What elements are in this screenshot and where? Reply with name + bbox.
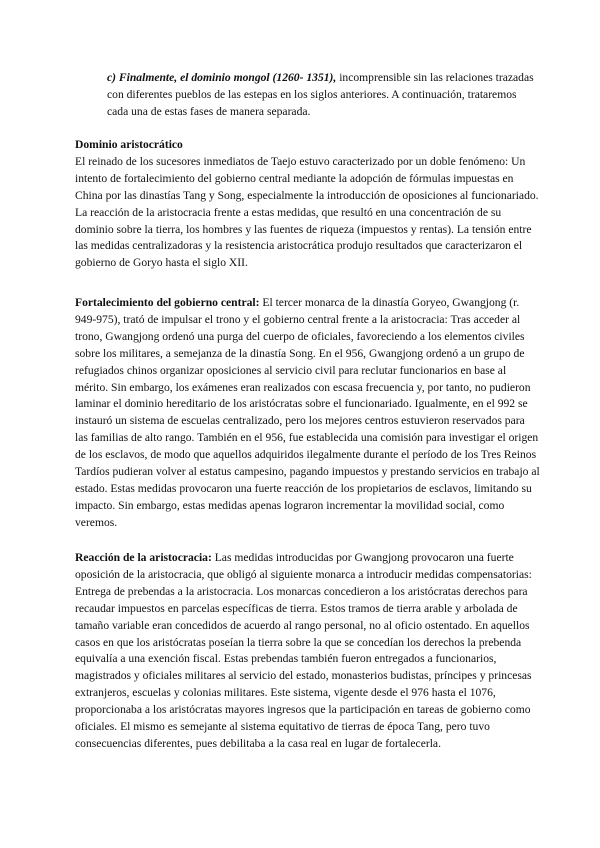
- intro-paragraph: [107, 70, 539, 121]
- section-body: Las medidas introducidas por Gwangjong provocaron una fuerte oposición de la aristocracia, que obligó al siguiente monarca a introducir medidas compensatorias: Entrega de prebendas a la aristocracia. Los monarcas concedieron a los aristócratas derechos para recaudar impuestos en parcelas específicas de tierra. Estos tramos de tierra arable y arbolada de tamaño variable eran concedidos de acuerdo al rango personal, no al oficio ostentado. En aquellos casos en que los aristócratas poseían la tierra sobre la que se concedían los derechos la prebenda equivalía a una exención fiscal. Estas prebendas también fueron entregados a funcionarios, magistrados y oficiales militares al servicio del estado, monasterios budistas, príncipes y princesas extranjeros, escuelas y colonias militares. Este sistema, vigente desde el 976 hasta el 1076, proporcionaba a los aristócratas mayores ingresos que la participación en tareas de gobierno como oficiales. El mismo es semejante al sistema equitativo de tierras de época Tang, pero tuvo consecuencias diferentes, pues debilitaba a la casa real en lugar de fortalecerla.: [75, 551, 532, 750]
- section-body: El tercer monarca de la dinastía Goryeo, Gwangjong (r. 949-975), trató de impulsar el trono y el gobierno central frente a la aristocracia: Tras acceder al trono, Gwangjong ordenó una purga del cuerpo de oficiales, favoreciendo a los elementos civiles sobre los militares, a semejanza de la dinastía Song. En el 956, Gwangjong ordenó a un grupo de refugiados chinos organizar oposiciones al servicio civil para reclutar funcionarios en base al mérito. Sin embargo, los exámenes eran realizados con escasa frecuencia y, por tanto, no pudieron laminar el dominio hereditario de los aristócratas sobre el funcionariado. Igualmente, en el 992 se instauró un sistema de escuelas centralizado, pero los mejores centros estuvieron reservados para las familias de alto rango. También en el 956, fue establecida una comisión para investigar el origen de los esclavos, de modo que aquellos adquiridos ilegalmente durante el período de los Tres Reinos Tardíos pudieran volver al estatus campesino, pagando impuestos y prestando servicios en trabajo al estado. Estas medidas provocaron una fuerte reacción de los propietarios de esclavos, limitando su impacto. Sin embargo, estas medidas apenas lograron incrementar la movilidad social, como veremos.: [75, 296, 540, 529]
- section-heading: Fortalecimiento del gobierno central:: [75, 296, 260, 309]
- intro-text: [107, 70, 539, 121]
- section-paragraph: La reacción de la aristocracia frente a estas medidas, que resultó en una concentración de su dominio sobre la tierra, los hombres y las fuentes de riqueza (impuestos y rentas). La tensión entre las medidas centralizadoras y la resistencia aristocrática produjo resultados que caracterizaron el gobierno de Goryo hasta el siglo XII.: [75, 205, 532, 270]
- section-aristocratic-domain: [75, 137, 540, 272]
- section-paragraph: [75, 295, 540, 532]
- section-heading: Reacción de la aristocracia:: [75, 551, 212, 564]
- intro-lead: c) Finalmente, el dominio mongol (1260- 1351),: [107, 71, 337, 84]
- section-paragraph: [75, 550, 540, 753]
- section-aristocracy-reaction: [75, 550, 540, 753]
- intro-body: incomprensible sin las relaciones trazadas con diferentes pueblos de las estepas en los siglos anteriores. A continuación, trataremos cada una de estas fases de manera separada.: [107, 71, 534, 118]
- section-heading: Dominio aristocrático: [75, 138, 183, 151]
- section-paragraph: El reinado de los sucesores inmediatos de Taejo estuvo caracterizado por un doble fenómeno: Un intento de fortalecimiento del gobierno central mediante la adopción de fórmulas impuestas en China por las dinastías Tang y Song, especialmente la introducción de oposiciones al funcionariado.: [75, 154, 539, 202]
- section-central-government: [75, 295, 540, 532]
